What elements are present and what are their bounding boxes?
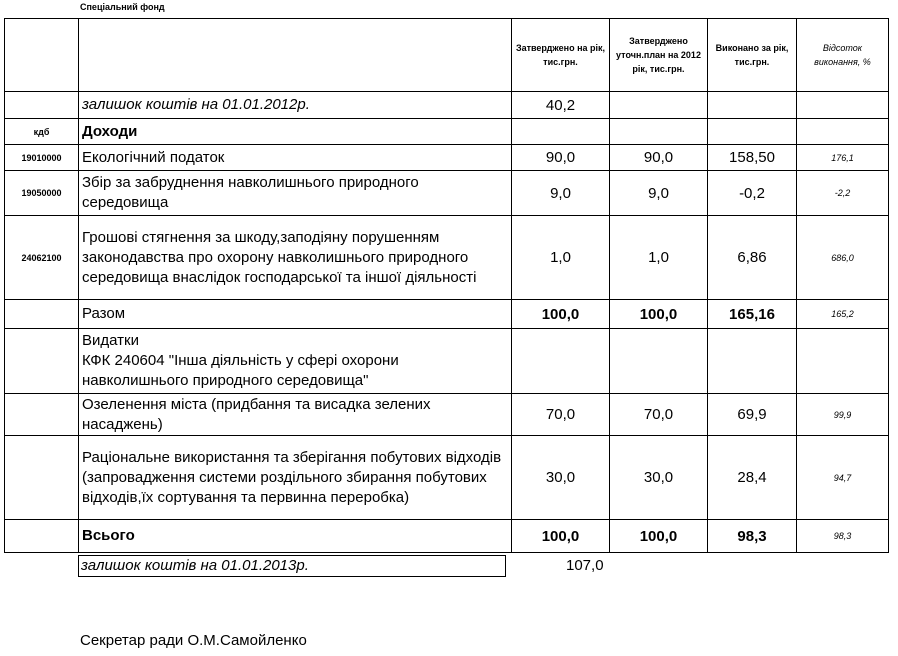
- income-total-label: Разом: [79, 300, 512, 329]
- expenses-title: [79, 329, 512, 394]
- row-executed: -0,2: [708, 171, 797, 216]
- income-title: Доходи: [79, 119, 512, 145]
- report-table: [4, 18, 889, 553]
- row-refined: 9,0: [610, 171, 708, 216]
- expenses-title-row: [5, 329, 889, 394]
- expenses-total-approved: 100,0: [512, 520, 610, 553]
- row-percent: 686,0: [797, 216, 889, 300]
- row-approved: 9,0: [512, 171, 610, 216]
- row-approved: 70,0: [512, 394, 610, 436]
- income-total-row: [5, 300, 889, 329]
- row-approved: 30,0: [512, 436, 610, 520]
- row-refined: 30,0: [610, 436, 708, 520]
- opening-balance-value: 40,2: [512, 92, 610, 119]
- row-percent: 94,7: [797, 436, 889, 520]
- income-title-row: [5, 119, 889, 145]
- row-executed: 6,86: [708, 216, 797, 300]
- row-name: Озеленення міста (придбання та висадка зелених насаджень): [79, 394, 512, 436]
- table-row: [5, 436, 889, 520]
- expenses-title-line: Видатки: [82, 332, 139, 349]
- row-code: 19010000: [5, 145, 79, 171]
- row-name: Грошові стягнення за шкоду,заподіяну порушенням законодавства про охорону навколишнього природного середовища внаслідок господарської та іншої діяльності: [79, 216, 512, 300]
- row-name: Екологічний податок: [79, 145, 512, 171]
- expenses-total-row: [5, 520, 889, 553]
- expenses-title-line: навколишнього природного середовища": [82, 372, 369, 389]
- opening-balance-row: [5, 92, 889, 119]
- row-code: 19050000: [5, 171, 79, 216]
- row-code: 24062100: [5, 216, 79, 300]
- opening-balance-label: залишок коштів на 01.01.2012р.: [79, 92, 512, 119]
- expenses-total-label: Всього: [79, 520, 512, 553]
- approved-header: Затверджено на рік, тис.грн.: [512, 19, 610, 92]
- expenses-total-executed: 98,3: [708, 520, 797, 553]
- table-row: [5, 394, 889, 436]
- closing-balance-label: залишок коштів на 01.01.2013р.: [78, 555, 506, 577]
- income-total-refined: 100,0: [610, 300, 708, 329]
- expenses-title-line: КФК 240604 "Інша діяльність у сфері охорони: [82, 352, 399, 369]
- row-refined: 70,0: [610, 394, 708, 436]
- row-percent: 176,1: [797, 145, 889, 171]
- row-percent: 99,9: [797, 394, 889, 436]
- table-row: [5, 216, 889, 300]
- row-refined: 90,0: [610, 145, 708, 171]
- percent-header: Відсоток виконання, %: [797, 19, 889, 92]
- expenses-total-refined: 100,0: [610, 520, 708, 553]
- table-row: [5, 145, 889, 171]
- closing-balance-value: 107,0: [566, 557, 604, 574]
- row-refined: 1,0: [610, 216, 708, 300]
- executed-header: Виконано за рік, тис.грн.: [708, 19, 797, 92]
- row-name: Раціональне використання та зберігання побутових відходів (запровадження системи роздільного збирання побутових відходів,їх сортування та первинна переробка): [79, 436, 512, 520]
- fund-title: Спеціальний фонд: [80, 2, 165, 12]
- code-label: кдб: [5, 119, 79, 145]
- income-total-percent: 165,2: [797, 300, 889, 329]
- row-approved: 90,0: [512, 145, 610, 171]
- income-total-approved: 100,0: [512, 300, 610, 329]
- row-approved: 1,0: [512, 216, 610, 300]
- header-row: [5, 19, 889, 92]
- income-total-executed: 165,16: [708, 300, 797, 329]
- code-header: [5, 19, 79, 92]
- secretary-signature: Секретар ради О.М.Самойленко: [80, 632, 307, 649]
- name-header: [79, 19, 512, 92]
- row-executed: 28,4: [708, 436, 797, 520]
- row-executed: 69,9: [708, 394, 797, 436]
- row-percent: -2,2: [797, 171, 889, 216]
- row-executed: 158,50: [708, 145, 797, 171]
- row-name: Збір за забруднення навколишнього природного середовища: [79, 171, 512, 216]
- table-row: [5, 171, 889, 216]
- expenses-total-percent: 98,3: [797, 520, 889, 553]
- refined-header: Затверджено уточн.план на 2012 рік, тис.грн.: [610, 19, 708, 92]
